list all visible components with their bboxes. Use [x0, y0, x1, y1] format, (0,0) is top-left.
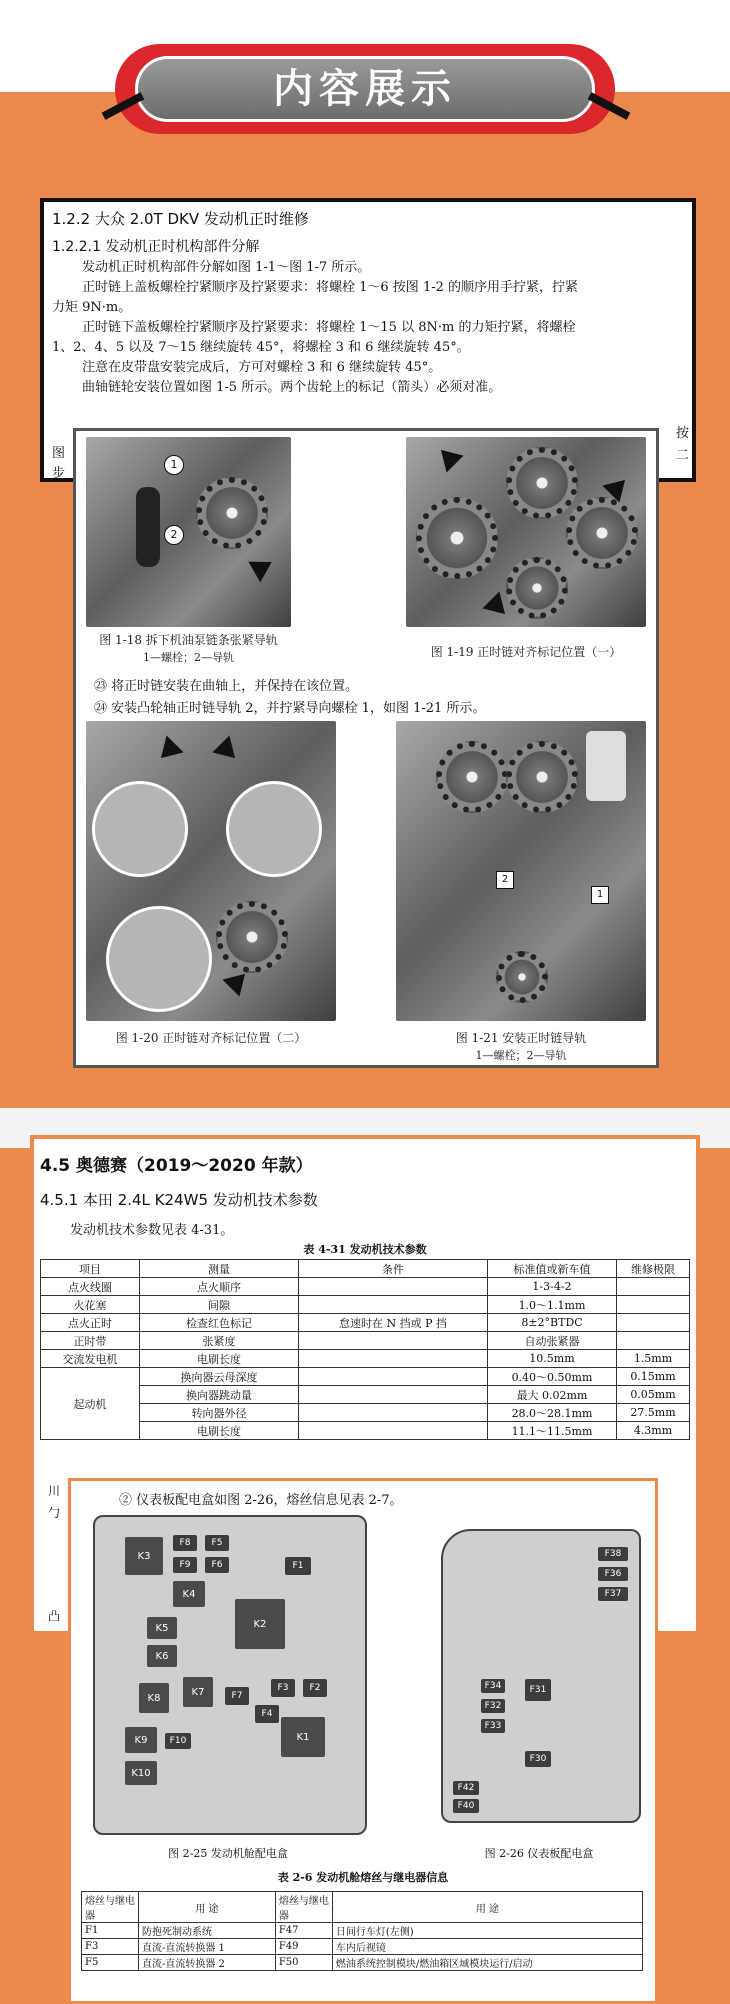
table-cell: [299, 1404, 488, 1422]
table-cell: 4.3mm: [617, 1422, 690, 1440]
table-cell: 正时带: [41, 1332, 140, 1350]
fuse-item: K1: [281, 1717, 325, 1757]
figure-subcaption: 1—螺栓；2—导轨: [143, 651, 234, 664]
fuse-item: F4: [255, 1705, 279, 1723]
fuse-item: K8: [139, 1683, 169, 1713]
column-header: 条件: [299, 1260, 488, 1278]
table-cell: [617, 1314, 690, 1332]
fuse-item: F8: [173, 1535, 197, 1551]
arrow-icon: [432, 441, 463, 472]
column-header: 熔丝与继电器: [82, 1892, 139, 1923]
table-cell: 1-3-4-2: [488, 1278, 617, 1296]
fuse-item: F10: [165, 1733, 191, 1749]
table-cell: 电刷长度: [140, 1422, 299, 1440]
table-cell: [299, 1422, 488, 1440]
fuse-item: F38: [598, 1547, 628, 1561]
section-heading: 4.5 奥德赛（2019～2020 年款）: [40, 1156, 313, 1176]
column-header: 熔丝与继电器: [275, 1892, 332, 1923]
table-cell: 张紧度: [140, 1332, 299, 1350]
fuse-item: K9: [125, 1727, 157, 1753]
table-cell: 交流发电机: [41, 1350, 140, 1368]
table-cell: F50: [275, 1955, 332, 1971]
table-cell: 车内后视镜: [332, 1939, 642, 1955]
edge-text: 图: [52, 446, 66, 461]
callout-label: 2: [496, 871, 514, 889]
column-header: 用 途: [332, 1892, 642, 1923]
table-cell: 点火正时: [41, 1314, 140, 1332]
table-header-row: [82, 1892, 643, 1923]
callout-label: 2: [164, 525, 184, 545]
table-cell: 最大 0.02mm: [488, 1386, 617, 1404]
fuse-item: F1: [285, 1557, 311, 1575]
table-row: [41, 1368, 690, 1386]
table-title: 表 4-31 发动机技术参数: [303, 1243, 427, 1256]
table-header-row: [41, 1260, 690, 1278]
table-cell: [617, 1332, 690, 1350]
step-text: ㉓ 将正时链安装在曲轴上，并保持在该位置。: [94, 679, 359, 694]
table-cell: [299, 1278, 488, 1296]
paragraph: 1、2、4、5 以及 7～15 继续旋转 45°，将螺栓 3 和 6 继续旋转 45°。: [52, 340, 470, 355]
figure-caption: 图 2-26 仪表板配电盒: [484, 1847, 594, 1860]
edge-text: 勹: [48, 1506, 61, 1520]
fuse-item: K10: [125, 1761, 157, 1785]
table-cell: [299, 1368, 488, 1386]
fuse-item: K3: [125, 1537, 163, 1575]
fuse-info-table: [81, 1891, 643, 1971]
engine-photo-fig-1-21: [396, 721, 646, 1021]
table-cell: 1.0～1.1mm: [488, 1296, 617, 1314]
table-cell: 间隙: [140, 1296, 299, 1314]
fuse-intro: ② 仪表板配电盒如图 2-26，熔丝信息见表 2-7。: [119, 1493, 403, 1508]
edge-text: 川: [48, 1484, 61, 1498]
table-cell: 0.05mm: [617, 1386, 690, 1404]
section-banner: [115, 44, 615, 134]
fuse-item: F5: [205, 1535, 229, 1551]
fuse-item: F37: [598, 1587, 628, 1601]
column-header: 维修极限: [617, 1260, 690, 1278]
fuse-item: F7: [225, 1687, 249, 1705]
column-header: 测量: [140, 1260, 299, 1278]
arrow-icon: [212, 735, 243, 766]
fuse-item: K7: [183, 1677, 213, 1707]
table-cell: 换向器跳动量: [140, 1386, 299, 1404]
fuse-item: F6: [205, 1557, 229, 1573]
figure-caption: 图 2-25 发动机舱配电盒: [168, 1847, 288, 1860]
step-text: ㉔ 安装凸轮轴正时链导轨 2，并拧紧导向螺栓 1，如图 1-21 所示。: [94, 701, 486, 716]
column-header: 项目: [41, 1260, 140, 1278]
table-cell: [617, 1296, 690, 1314]
table-cell: 检查红色标记: [140, 1314, 299, 1332]
column-header: 用 途: [139, 1892, 276, 1923]
table-cell: 转向器外径: [140, 1404, 299, 1422]
table-cell: 10.5mm: [488, 1350, 617, 1368]
table-row: [41, 1314, 690, 1332]
table-cell: 防抱死制动系统: [139, 1923, 276, 1939]
table-cell: 点火顺序: [140, 1278, 299, 1296]
table-cell: F5: [82, 1955, 139, 1971]
table-cell: F1: [82, 1923, 139, 1939]
table-cell: [617, 1278, 690, 1296]
table-cell: [299, 1332, 488, 1350]
arrow-icon: [152, 735, 183, 766]
table-cell: 0.15mm: [617, 1368, 690, 1386]
table-cell: [299, 1350, 488, 1368]
table-cell: 1.5mm: [617, 1350, 690, 1368]
figure-caption: 图 1-18 拆下机油泵链条张紧导轨: [99, 633, 278, 647]
figure-caption: 图 1-20 正时链对齐标记位置（二）: [115, 1031, 307, 1045]
instrument-fuse-box: [441, 1529, 641, 1823]
callout-label: 1: [591, 886, 609, 904]
table-cell: 28.0～28.1mm: [488, 1404, 617, 1422]
table-cell: 11.1～11.5mm: [488, 1422, 617, 1440]
table-row: [41, 1278, 690, 1296]
table-row: [82, 1939, 643, 1955]
edge-text: 步: [52, 466, 66, 481]
table-cell: 27.5mm: [617, 1404, 690, 1422]
edge-text: 凸: [48, 1609, 61, 1623]
fuse-item: F9: [173, 1557, 197, 1573]
paragraph: 注意在皮带盘安装完成后，方可对螺栓 3 和 6 继续旋转 45°。: [82, 360, 442, 375]
table-cell: F47: [275, 1923, 332, 1939]
table-row: [41, 1296, 690, 1314]
fuse-item: K6: [147, 1645, 177, 1667]
table-cell: F49: [275, 1939, 332, 1955]
fuse-figure-panel: [68, 1478, 658, 2004]
figure-panel: [73, 428, 659, 1068]
spec-table: [40, 1259, 690, 1440]
table-cell: 起动机: [41, 1368, 140, 1440]
table-cell: 火花塞: [41, 1296, 140, 1314]
fuse-item: K5: [147, 1617, 177, 1639]
paragraph: 力矩 9N·m。: [52, 300, 132, 315]
table-cell: F3: [82, 1939, 139, 1955]
section-subheading: 4.5.1 本田 2.4L K24W5 发动机技术参数: [40, 1191, 318, 1209]
table-cell: 换向器云母深度: [140, 1368, 299, 1386]
engine-fuse-box: [93, 1515, 367, 1835]
fuse-item: F2: [303, 1679, 327, 1697]
figure-subcaption: 1—螺栓；2—导轨: [475, 1049, 567, 1062]
table-row: [82, 1955, 643, 1971]
paragraph: 正时链下盖板螺栓拧紧顺序及拧紧要求：将螺栓 1～15 以 8N·m 的力矩拧紧，将螺栓: [82, 320, 576, 335]
section-heading: 1.2.2 大众 2.0T DKV 发动机正时维修: [52, 210, 309, 228]
table-title: 表 2-6 发动机舱熔丝与继电器信息: [277, 1871, 449, 1884]
callout-label: 1: [164, 455, 184, 475]
fuse-item: F3: [271, 1679, 295, 1697]
column-header: 标准值或新车值: [488, 1260, 617, 1278]
table-row: [41, 1350, 690, 1368]
fuse-item: F31: [525, 1679, 551, 1701]
table-cell: 直流-直流转换器 1: [139, 1939, 276, 1955]
fuse-item: F42: [453, 1781, 479, 1795]
fuse-item: F33: [481, 1719, 505, 1733]
banner-title: 内容展示: [273, 66, 457, 112]
edge-text: 按: [676, 426, 690, 441]
section-subheading: 1.2.2.1 发动机正时机构部件分解: [52, 239, 260, 255]
arrow-icon: [248, 552, 277, 583]
section-body: [52, 258, 688, 398]
table-cell: 日间行车灯(左侧): [332, 1923, 642, 1939]
table-row: [82, 1923, 643, 1939]
table-cell: [299, 1386, 488, 1404]
table-cell: 燃油系统控制模块/燃油箱区域模块运行/启动: [332, 1955, 642, 1971]
table-cell: 电刷长度: [140, 1350, 299, 1368]
table-cell: [299, 1296, 488, 1314]
fuse-item: F30: [525, 1751, 551, 1767]
figure-caption: 图 1-19 正时链对齐标记位置（一）: [430, 645, 622, 659]
fuse-item: F32: [481, 1699, 505, 1713]
table-cell: 8±2°BTDC: [488, 1314, 617, 1332]
paragraph: 正时链上盖板螺栓拧紧顺序及拧紧要求：将螺栓 1～6 按图 1-2 的顺序用手拧紧，拧紧: [82, 280, 579, 295]
engine-photo-fig-1-19: [406, 437, 646, 627]
fuse-item: F34: [481, 1679, 505, 1693]
edge-text: 二: [676, 448, 690, 463]
table-cell: 直流-直流转换器 2: [139, 1955, 276, 1971]
table-cell: 0.40～0.50mm: [488, 1368, 617, 1386]
fuse-item: K2: [235, 1599, 285, 1649]
engine-photo-fig-1-20: [86, 721, 336, 1021]
table-cell: 怠速时在 N 挡或 P 挡: [299, 1314, 488, 1332]
paragraph: 发动机正时机构部件分解如图 1-1～图 1-7 所示。: [82, 260, 371, 275]
fuse-item: F36: [598, 1567, 628, 1581]
section-intro: 发动机技术参数见表 4-31。: [70, 1223, 234, 1238]
engine-photo-fig-1-18: [86, 437, 291, 627]
table-cell: 点火线圈: [41, 1278, 140, 1296]
paragraph: 曲轴链轮安装位置如图 1-5 所示。两个齿轮上的标记（箭头）必须对准。: [82, 380, 502, 395]
fuse-item: F40: [453, 1799, 479, 1813]
fuse-item: K4: [173, 1581, 205, 1607]
table-row: [41, 1332, 690, 1350]
figure-caption: 图 1-21 安装正时链导轨: [455, 1031, 587, 1045]
table-cell: 自动张紧器: [488, 1332, 617, 1350]
